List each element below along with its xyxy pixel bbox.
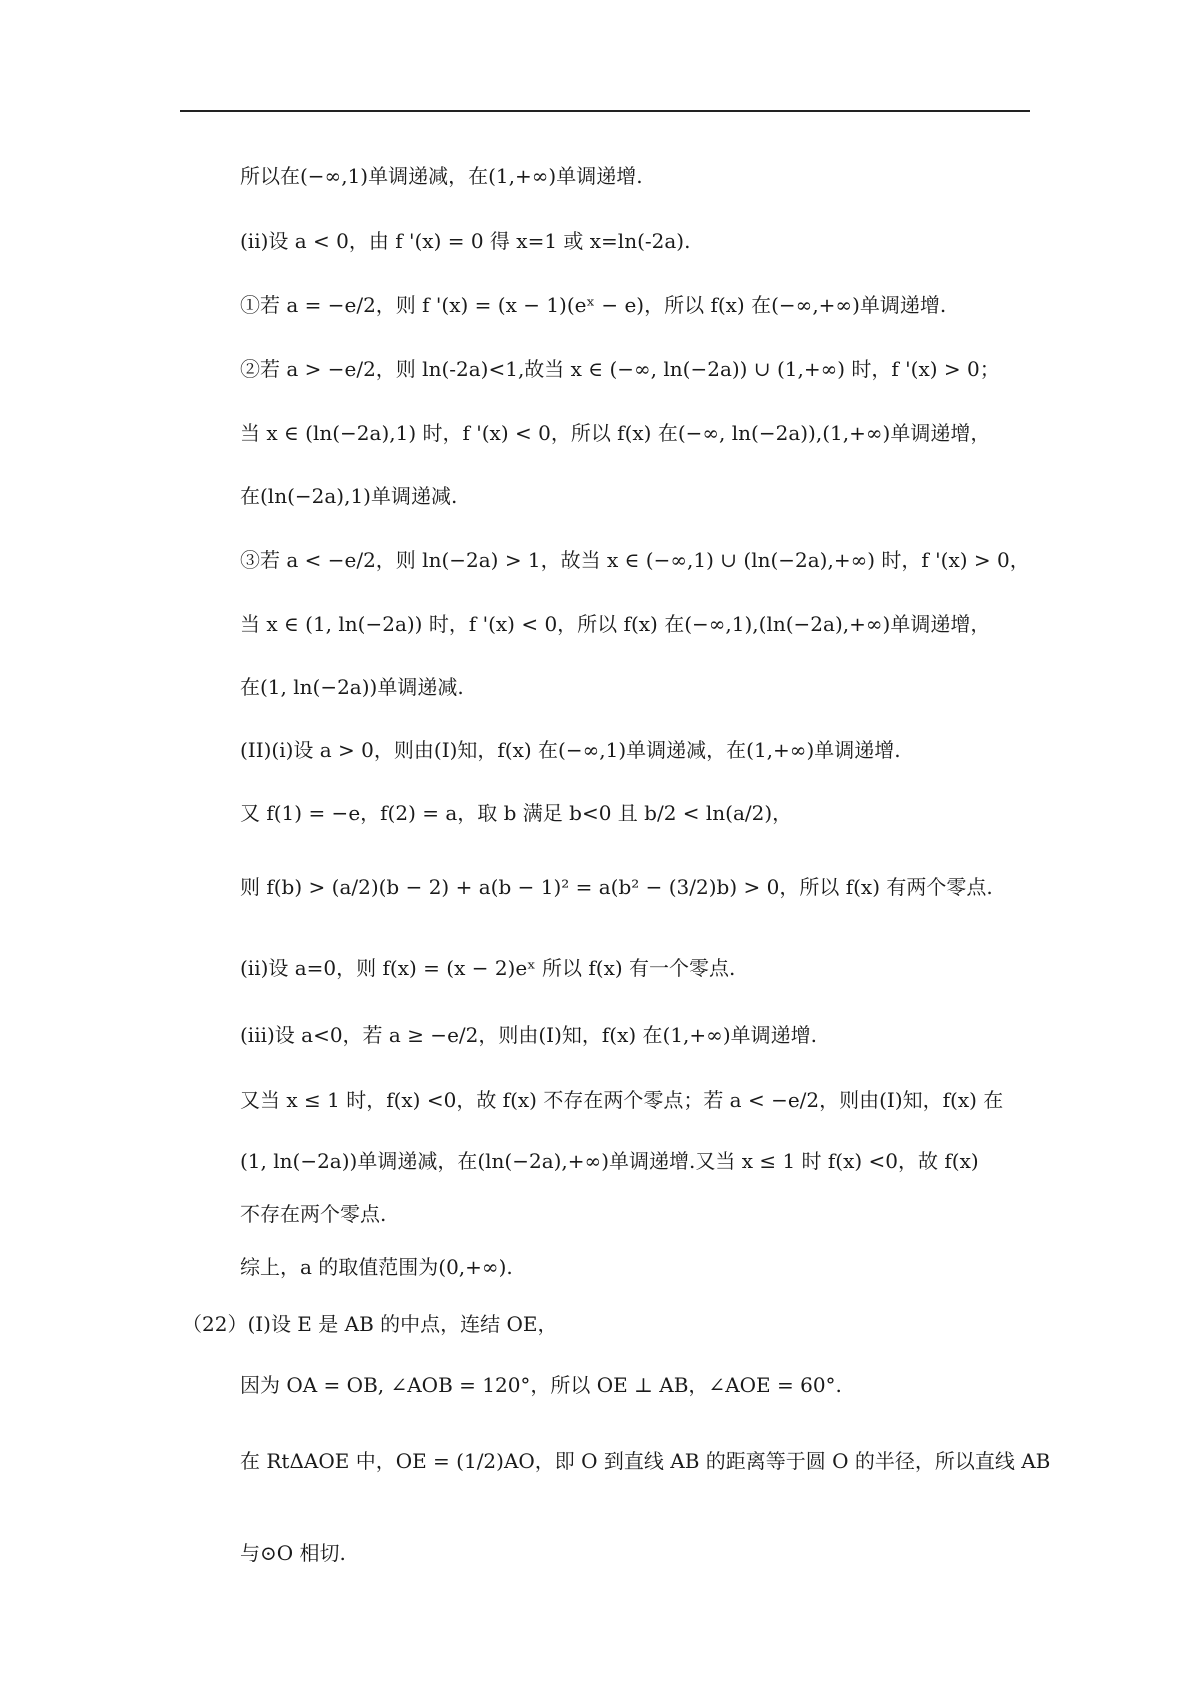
- text-line: (ii)设 a < 0，由 f '(x) = 0 得 x=1 或 x=ln(-2a).: [240, 229, 691, 253]
- text-line: 因为 OA = OB, ∠AOB = 120°，所以 OE ⊥ AB，∠AOE = 60°.: [240, 1373, 842, 1397]
- text-line: ①若 a = −e/2，则 f '(x) = (x − 1)(eˣ − e)，所以 f(x) 在(−∞,+∞)单调递增.: [240, 293, 947, 317]
- text-line: 综上，a 的取值范围为(0,+∞).: [240, 1255, 513, 1279]
- text-line: 则 f(b) > (a/2)(b − 2) + a(b − 1)² = a(b² − (3/2)b) > 0，所以 f(x) 有两个零点.: [240, 875, 993, 899]
- text-line: 当 x ∈ (ln(−2a),1) 时，f '(x) < 0，所以 f(x) 在(−∞, ln(−2a)),(1,+∞)单调递增，: [240, 421, 991, 445]
- text-line: 又 f(1) = −e，f(2) = a，取 b 满足 b<0 且 b/2 < ln(a/2)，: [240, 801, 793, 825]
- text-line: 在(ln(−2a),1)单调递减.: [240, 484, 458, 508]
- text-line: ②若 a > −e/2，则 ln(-2a)<1,故当 x ∈ (−∞, ln(−2a)) ∪ (1,+∞) 时，f '(x) > 0；: [240, 357, 1000, 381]
- text-line: (ii)设 a=0，则 f(x) = (x − 2)eˣ 所以 f(x) 有一个零点.: [240, 956, 736, 980]
- text-line: 不存在两个零点.: [240, 1202, 387, 1226]
- header-rule: [180, 110, 1030, 112]
- text-line: ③若 a < −e/2，则 ln(−2a) > 1，故当 x ∈ (−∞,1) ∪ (ln(−2a),+∞) 时，f '(x) > 0，: [240, 548, 1030, 572]
- text-line: (II)(i)设 a > 0，则由(I)知，f(x) 在(−∞,1)单调递减，在(1,+∞)单调递增.: [240, 738, 901, 762]
- text-line: 又当 x ≤ 1 时，f(x) <0，故 f(x) 不存在两个零点；若 a < −e/2，则由(I)知，f(x) 在: [240, 1088, 1004, 1112]
- text-line: 与⊙O 相切.: [240, 1541, 346, 1565]
- problem-heading: （22）(Ⅰ)设 E 是 AB 的中点，连结 OE，: [182, 1312, 558, 1336]
- text-line: 在 RtΔAOE 中，OE = (1/2)AO，即 O 到直线 AB 的距离等于圆 O 的半径，所以直线 AB: [240, 1449, 1051, 1473]
- text-line: (iii)设 a<0，若 a ≥ −e/2，则由(I)知，f(x) 在(1,+∞)单调递增.: [240, 1023, 817, 1047]
- text-line: (1, ln(−2a))单调递减，在(ln(−2a),+∞)单调递增.又当 x ≤ 1 时 f(x) <0，故 f(x): [240, 1149, 979, 1173]
- text-line: 所以在(−∞,1)单调递减，在(1,+∞)单调递增.: [240, 164, 643, 188]
- text-line: 当 x ∈ (1, ln(−2a)) 时，f '(x) < 0，所以 f(x) 在(−∞,1),(ln(−2a),+∞)单调递增，: [240, 612, 991, 636]
- text-line: 在(1, ln(−2a))单调递减.: [240, 675, 464, 699]
